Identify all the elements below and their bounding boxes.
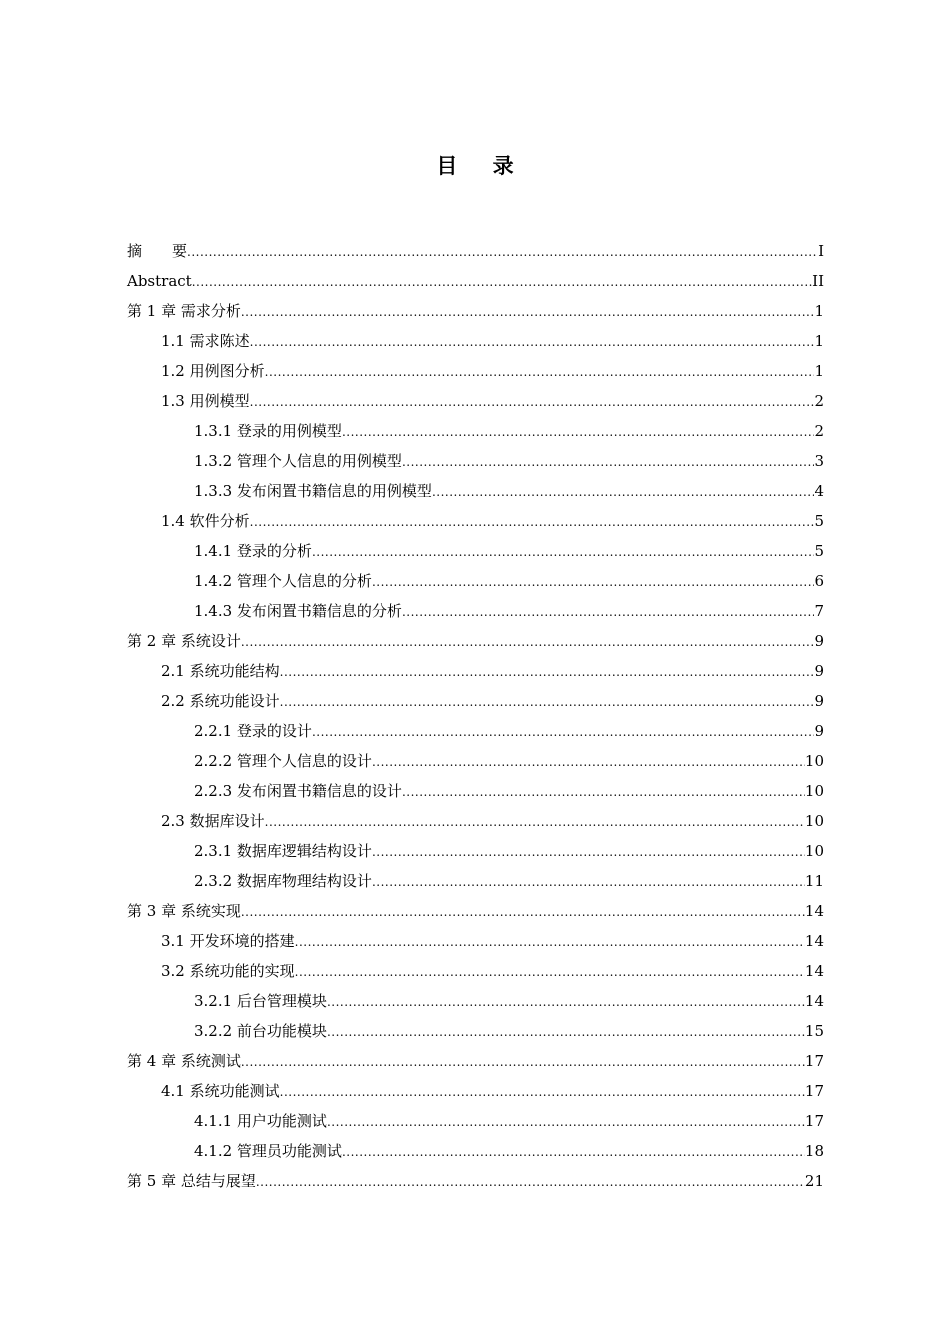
toc-entry-page-number: 14: [804, 932, 824, 950]
toc-entry-page-number: 9: [814, 692, 824, 710]
toc-entry[interactable]: [127, 836, 824, 866]
toc-entry-page-number: 18: [804, 1142, 824, 1160]
toc-entry[interactable]: [127, 596, 824, 626]
toc-entry[interactable]: [127, 866, 824, 896]
toc-entry[interactable]: [127, 476, 824, 506]
toc-entry-label: 摘 要: [127, 242, 188, 260]
toc-entry-label: 1.4.3 发布闲置书籍信息的分析: [194, 602, 402, 620]
toc-entry-label: 2.2 系统功能设计: [161, 692, 280, 710]
toc-entry-page-number: 21: [804, 1172, 824, 1190]
toc-dot-leader: [402, 777, 805, 807]
toc-dot-leader: [372, 747, 805, 777]
toc-entry-label: 2.2.3 发布闲置书籍信息的设计: [194, 782, 402, 800]
toc-entry[interactable]: [127, 956, 824, 986]
toc-entry[interactable]: [127, 656, 824, 686]
toc-dot-leader: [342, 1137, 805, 1167]
toc-dot-leader: [327, 1107, 805, 1137]
toc-entry[interactable]: [127, 386, 824, 416]
toc-entry-page-number: 9: [814, 632, 824, 650]
toc-entry-label: 4.1 系统功能测试: [161, 1082, 280, 1100]
toc-dot-leader: [295, 957, 805, 987]
toc-entry-page-number: 14: [804, 902, 824, 920]
toc-entry-page-number: 1: [814, 362, 824, 380]
toc-entry-label: Abstract: [127, 272, 192, 290]
toc-entry[interactable]: [127, 506, 824, 536]
toc-entry-page-number: II: [812, 272, 824, 290]
toc-dot-leader: [432, 477, 815, 507]
toc-entry-page-number: 2: [814, 392, 824, 410]
toc-dot-leader: [192, 267, 812, 297]
toc-entry-label: 3.2.2 前台功能模块: [194, 1022, 327, 1040]
toc-entry-page-number: 1: [814, 332, 824, 350]
toc-entry-page-number: 10: [804, 812, 824, 830]
toc-dot-leader: [265, 357, 815, 387]
toc-entry[interactable]: [127, 326, 824, 356]
toc-entry-label: 1.3.1 登录的用例模型: [194, 422, 342, 440]
toc-dot-leader: [250, 507, 815, 537]
toc-entry[interactable]: [127, 626, 824, 656]
toc-entry-page-number: 2: [814, 422, 824, 440]
toc-entry-page-number: 14: [804, 992, 824, 1010]
toc-entry-label: 3.2 系统功能的实现: [161, 962, 295, 980]
toc-entry-label: 2.3 数据库设计: [161, 812, 265, 830]
toc-entry-label: 1.3 用例模型: [161, 392, 250, 410]
toc-dot-leader: [295, 927, 805, 957]
toc-entry[interactable]: [127, 266, 824, 296]
toc-dot-leader: [280, 1077, 805, 1107]
toc-entry-page-number: 15: [804, 1022, 824, 1040]
toc-entry[interactable]: [127, 896, 824, 926]
toc-entry-page-number: 1: [814, 302, 824, 320]
toc-dot-leader: [280, 657, 815, 687]
toc-entry-label: 2.2.2 管理个人信息的设计: [194, 752, 372, 770]
toc-entry-label: 4.1.2 管理员功能测试: [194, 1142, 342, 1160]
toc-entry-label: 第 1 章 需求分析: [127, 302, 241, 320]
toc-entry[interactable]: [127, 986, 824, 1016]
toc-entry[interactable]: [127, 536, 824, 566]
toc-entry-label: 1.4.1 登录的分析: [194, 542, 312, 560]
toc-entry[interactable]: [127, 446, 824, 476]
toc-entry[interactable]: [127, 1136, 824, 1166]
toc-entry-label: 3.1 开发环境的搭建: [161, 932, 295, 950]
toc-dot-leader: [265, 807, 805, 837]
toc-entry-page-number: 10: [804, 752, 824, 770]
toc-dot-leader: [327, 1017, 805, 1047]
toc-dot-leader: [327, 987, 805, 1017]
toc-entry[interactable]: [127, 296, 824, 326]
toc-entry[interactable]: [127, 416, 824, 446]
toc-entry-page-number: 6: [814, 572, 824, 590]
toc-dot-leader: [402, 447, 815, 477]
toc-entry-label: 2.1 系统功能结构: [161, 662, 280, 680]
toc-entry-label: 3.2.1 后台管理模块: [194, 992, 327, 1010]
toc-entry[interactable]: [127, 686, 824, 716]
toc-entry-label: 1.4 软件分析: [161, 512, 250, 530]
toc-entry-page-number: 5: [814, 512, 824, 530]
toc-dot-leader: [241, 297, 815, 327]
toc-entry[interactable]: [127, 926, 824, 956]
table-of-contents: [127, 236, 824, 1196]
toc-dot-leader: [256, 1167, 805, 1197]
toc-entry-page-number: 11: [804, 872, 824, 890]
toc-entry-page-number: I: [818, 242, 824, 260]
toc-dot-leader: [250, 387, 815, 417]
toc-entry-label: 1.3.3 发布闲置书籍信息的用例模型: [194, 482, 432, 500]
toc-entry[interactable]: [127, 356, 824, 386]
toc-entry[interactable]: [127, 566, 824, 596]
toc-dot-leader: [280, 687, 815, 717]
toc-dot-leader: [241, 627, 815, 657]
toc-entry-page-number: 7: [814, 602, 824, 620]
toc-entry-label: 第 5 章 总结与展望: [127, 1172, 256, 1190]
toc-entry[interactable]: [127, 1076, 824, 1106]
page-title: 目 录: [436, 154, 528, 178]
toc-entry[interactable]: [127, 1166, 824, 1196]
toc-entry-page-number: 9: [814, 722, 824, 740]
toc-entry-page-number: 5: [814, 542, 824, 560]
toc-entry-label: 第 3 章 系统实现: [127, 902, 241, 920]
toc-entry-page-number: 3: [814, 452, 824, 470]
toc-entry[interactable]: [127, 806, 824, 836]
toc-entry-label: 1.2 用例图分析: [161, 362, 265, 380]
toc-dot-leader: [372, 837, 805, 867]
toc-entry-label: 2.3.1 数据库逻辑结构设计: [194, 842, 372, 860]
toc-entry[interactable]: [127, 716, 824, 746]
toc-dot-leader: [372, 567, 815, 597]
toc-dot-leader: [312, 717, 815, 747]
toc-entry[interactable]: [127, 746, 824, 776]
toc-dot-leader: [372, 867, 805, 897]
toc-entry-label: 2.2.1 登录的设计: [194, 722, 312, 740]
toc-entry-page-number: 17: [804, 1082, 824, 1100]
toc-entry-label: 2.3.2 数据库物理结构设计: [194, 872, 372, 890]
toc-entry-page-number: 4: [814, 482, 824, 500]
toc-entry[interactable]: [127, 236, 824, 266]
toc-entry-page-number: 10: [804, 782, 824, 800]
toc-entry-page-number: 10: [804, 842, 824, 860]
toc-entry-label: 第 2 章 系统设计: [127, 632, 241, 650]
toc-dot-leader: [241, 1047, 805, 1077]
toc-entry-label: 1.1 需求陈述: [161, 332, 250, 350]
toc-dot-leader: [241, 897, 805, 927]
toc-dot-leader: [342, 417, 815, 447]
toc-entry-label: 1.3.2 管理个人信息的用例模型: [194, 452, 402, 470]
toc-entry-page-number: 14: [804, 962, 824, 980]
toc-entry-label: 第 4 章 系统测试: [127, 1052, 241, 1070]
toc-entry-page-number: 9: [814, 662, 824, 680]
toc-entry-page-number: 17: [804, 1112, 824, 1130]
toc-dot-leader: [312, 537, 815, 567]
toc-entry[interactable]: [127, 1106, 824, 1136]
toc-entry-label: 1.4.2 管理个人信息的分析: [194, 572, 372, 590]
toc-entry-label: 4.1.1 用户功能测试: [194, 1112, 327, 1130]
toc-entry[interactable]: [127, 1046, 824, 1076]
toc-dot-leader: [187, 237, 818, 267]
toc-entry[interactable]: [127, 776, 824, 806]
toc-dot-leader: [250, 327, 815, 357]
toc-entry-page-number: 17: [804, 1052, 824, 1070]
toc-dot-leader: [402, 597, 815, 627]
toc-entry[interactable]: [127, 1016, 824, 1046]
